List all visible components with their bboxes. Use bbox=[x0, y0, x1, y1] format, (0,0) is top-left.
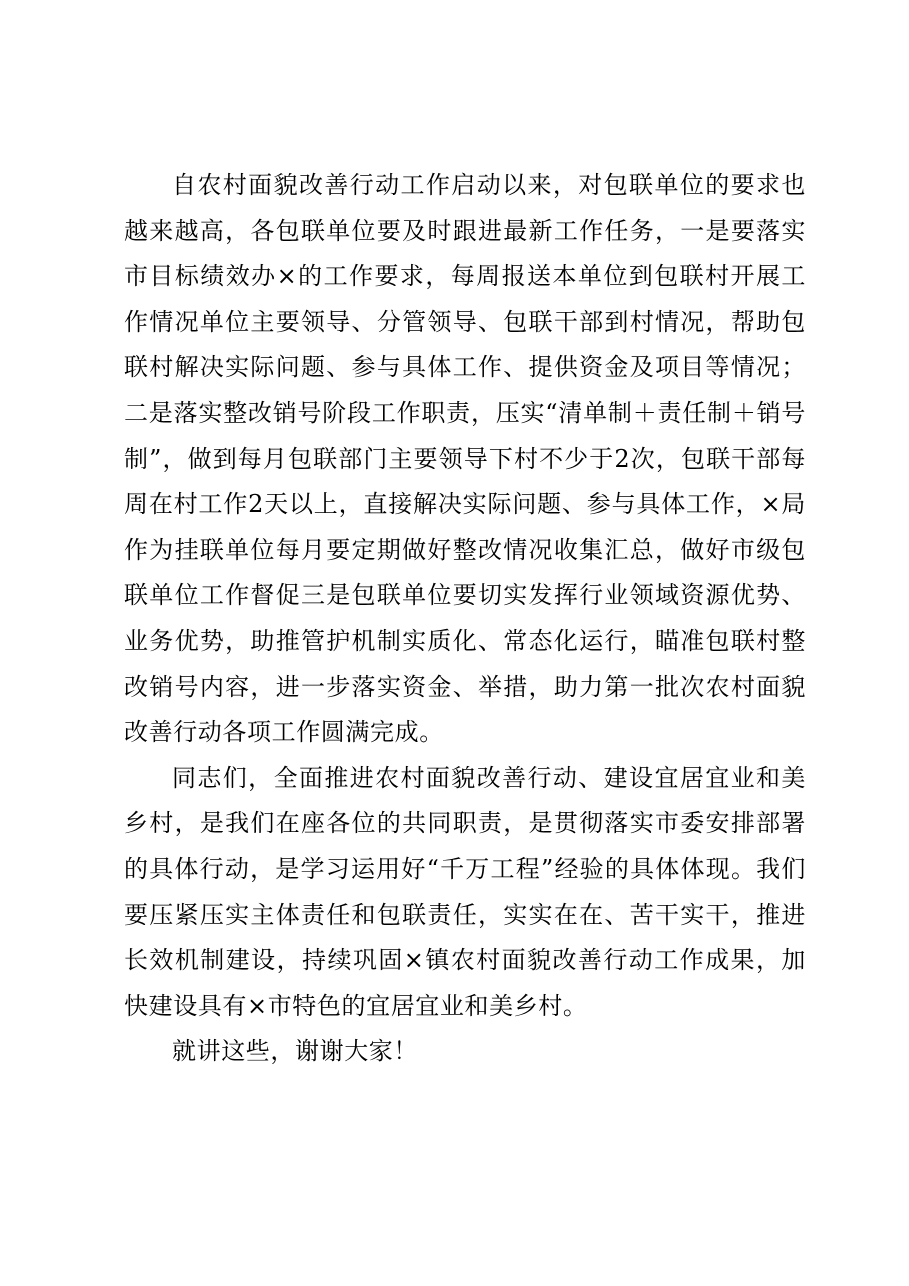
paragraph-comrades: 同志们，全面推进农村面貌改善行动、建设宜居宜业和美乡村，是我们在座各位的共同职责，是贯彻落实市委安排部署的具体行动，是学习运用好“千万工程”经验的具体体现。我们要压紧压实主体责任和包联责任，实实在在、苦干实干，推进长效机制建设，持续巩固×镇农村面貌改善行动工作成果，加快建设具有×市特色的宜居宜业和美乡村。 bbox=[124, 763, 806, 1020]
document-body bbox=[124, 163, 806, 1075]
paragraph-closing: 就讲这些，谢谢大家！ bbox=[172, 1037, 418, 1066]
paragraph-liaison-requirements: 自农村面貌改善行动工作启动以来，对包联单位的要求也越来越高，各包联单位要及时跟进最新工作任务，一是要落实市目标绩效办×的工作要求，每周报送本单位到包联村开展工作情况单位主要领导、分管领导、包联干部到村情况，帮助包联村解决实际问题、参与具体工作、提供资金及项目等情况；二是落实整改销号阶段工作职责，压实“清单制＋责任制＋销号制”，做到每月包联部门主要领导下村不少于2次，包联干部每周在村工作2天以上，直接解决实际问题、参与具体工作，×局作为挂联单位每月要定期做好整改情况收集汇总，做好市级包联单位工作督促三是包联单位要切实发挥行业领域资源优势、业务优势，助推管护机制实质化、常态化运行，瞄准包联村整改销号内容，进一步落实资金、举措，助力第一批次农村面貌改善行动各项工作圆满完成。 bbox=[124, 171, 806, 747]
